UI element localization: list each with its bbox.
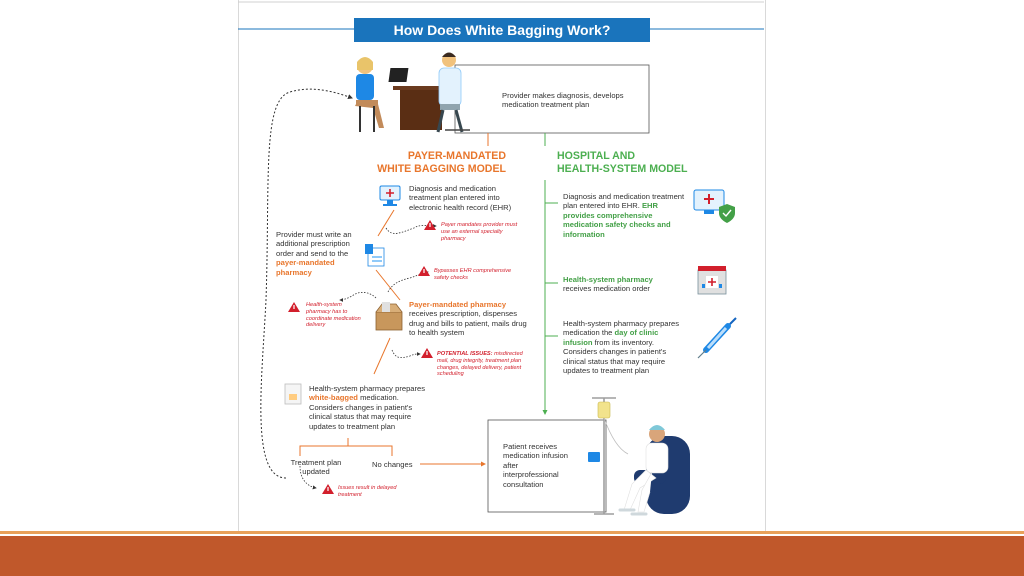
package-icon	[376, 302, 402, 330]
orange-connector-1	[378, 210, 394, 236]
hs-prepares-post: medication. Considers changes in patient's clinical status that may require updates to treatment plan	[309, 393, 413, 431]
syringe-icon	[698, 318, 736, 358]
warning-text-3: Health-system pharmacy has to coordinate medication delivery	[306, 302, 361, 329]
provider-text	[276, 230, 366, 277]
orange-connector-2	[376, 270, 400, 300]
hospital-step1-highlight: EHR provides comprehensive medication safety checks and information	[563, 201, 671, 239]
payer-step1-text: Diagnosis and medication treatment plan entered into electronic health record (EHR)	[409, 184, 512, 212]
hospital-step3-text	[563, 319, 687, 375]
hospital-model-heading	[557, 150, 707, 175]
warning-text-4	[437, 351, 533, 378]
hospital-step1-pre: Diagnosis and medication treatment plan entered into EHR.	[563, 192, 685, 211]
document-icon	[285, 384, 301, 404]
hospital-step2-text	[563, 275, 673, 294]
treatment-updated-label: Treatment plan updated	[290, 458, 342, 477]
computer-icon	[380, 186, 400, 206]
payer-model-heading	[374, 150, 506, 175]
hospital-heading-line2: HEALTH-SYSTEM MODEL	[557, 162, 688, 175]
doctor-patient-illustration	[355, 53, 470, 133]
provider-text-highlight: payer-mandated pharmacy	[276, 258, 335, 277]
orange-connector-3	[374, 338, 390, 374]
top-box-text: Provider makes diagnosis, develops medication treatment plan	[502, 91, 624, 110]
payer-pharmacy-title: Payer-mandated pharmacy	[409, 300, 507, 309]
hospital-step2-post: receives medication order	[563, 284, 650, 294]
warning-icon-3	[288, 302, 300, 312]
hospital-step1-text	[563, 192, 689, 239]
hs-prepares-pre: Health-system pharmacy prepares	[309, 384, 426, 393]
warning-icon-2	[418, 266, 430, 276]
hospital-step3-post: from its inventory. Considers changes in patient's clinical status that may require updates to treatment plan	[563, 337, 667, 376]
hospital-step3-pre: Health-system pharmacy prepares medication the	[563, 319, 680, 338]
hospital-step2-highlight: Health-system pharmacy	[563, 275, 653, 284]
hospital-icon	[698, 266, 726, 294]
payer-heading-line2: WHITE BAGGING MODEL	[377, 162, 506, 175]
warning-icon-1	[424, 220, 436, 230]
footer-bar	[0, 536, 1024, 576]
warning-text-4-desc: misdirected mail, drug integrity, treatment plan changes, delayed delivery, patient scheduling	[437, 351, 523, 378]
hs-prepares-text	[309, 384, 433, 431]
infusion-patient-illustration	[588, 398, 690, 514]
warning-icon-4	[421, 348, 433, 358]
bottom-box-text: Patient receives medication infusion after interprofessional consultation	[503, 442, 569, 489]
hospital-heading-line1: HOSPITAL AND	[557, 150, 636, 162]
warning-text-5: Issues result in delayed treatment	[338, 485, 397, 498]
hospital-step3-highlight: day of clinic infusion	[563, 328, 659, 347]
payer-heading-line1: PAYER-MANDATED	[407, 150, 506, 162]
warning-text-2: Bypasses EHR comprehensive safety checks	[434, 268, 512, 281]
no-changes-label: No changes	[372, 460, 413, 469]
provider-text-main: Provider must write an additional prescription order and send to the	[276, 230, 352, 258]
payer-pharmacy-desc: receives prescription, dispenses drug and bills to patient, mails drug to health system	[409, 309, 527, 338]
warning-icon-5	[322, 484, 334, 494]
footer-accent-line	[0, 531, 1024, 534]
hs-prepares-highlight: white-bagged	[309, 393, 358, 403]
payer-pharmacy-text	[409, 300, 527, 338]
ehr-shield-icon	[694, 190, 735, 223]
warning-text-4-label: POTENTIAL ISSUES:	[437, 351, 493, 357]
prescription-icon	[365, 244, 384, 266]
page-title: How Does White Bagging Work?	[354, 18, 650, 42]
warning-text-1: Payer mandates provider must use an external specialty pharmacy	[441, 222, 518, 242]
